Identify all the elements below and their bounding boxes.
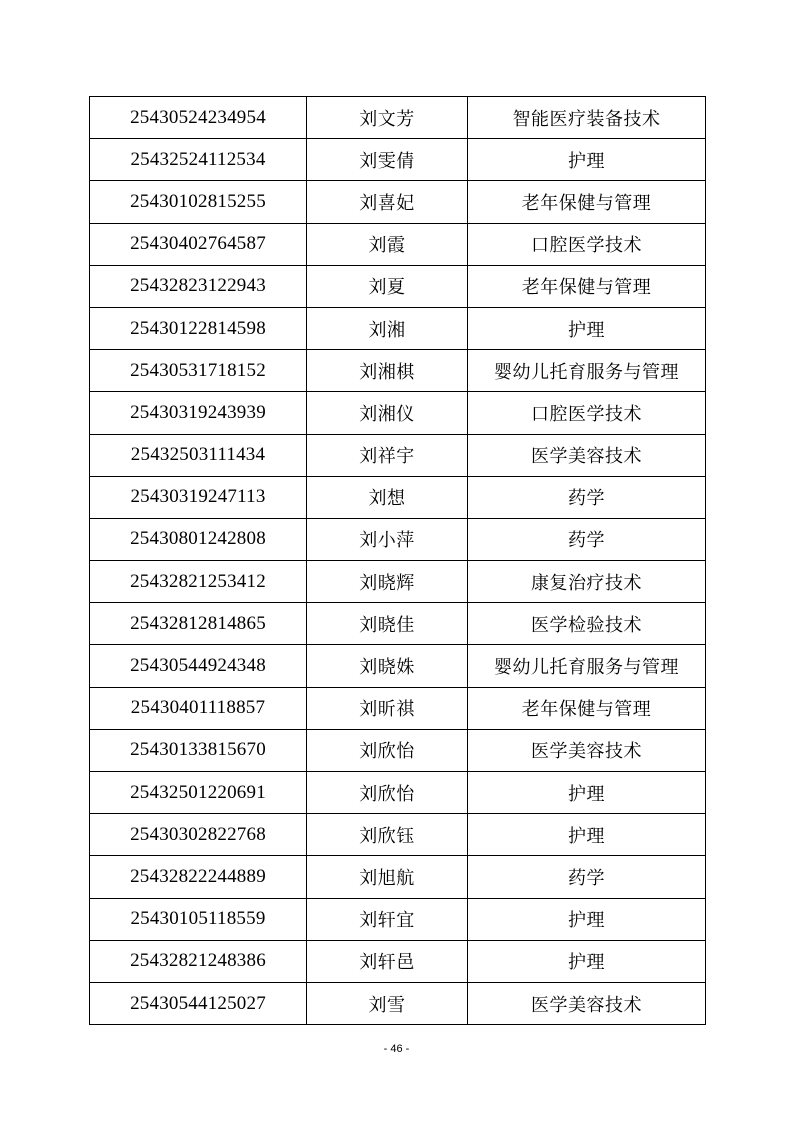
student-name-cell: 刘湘棋 (307, 350, 468, 392)
table-row (90, 476, 706, 518)
student-id-cell: 25430531718152 (90, 350, 307, 392)
student-name-cell: 刘晓佳 (307, 603, 468, 645)
table-row (90, 350, 706, 392)
table-row (90, 687, 706, 729)
student-name-cell: 刘文芳 (307, 97, 468, 139)
table-row (90, 856, 706, 898)
major-cell: 老年保健与管理 (468, 181, 706, 223)
student-name-cell: 刘小萍 (307, 518, 468, 560)
table-row (90, 434, 706, 476)
major-cell: 婴幼儿托育服务与管理 (468, 350, 706, 392)
student-id-cell: 25432524112534 (90, 139, 307, 181)
student-name-cell: 刘晓辉 (307, 561, 468, 603)
major-cell: 老年保健与管理 (468, 687, 706, 729)
major-cell: 医学美容技术 (468, 729, 706, 771)
major-cell: 康复治疗技术 (468, 561, 706, 603)
major-cell: 老年保健与管理 (468, 265, 706, 307)
student-name-cell: 刘欣怡 (307, 772, 468, 814)
student-name-cell: 刘雪 (307, 982, 468, 1024)
major-cell: 药学 (468, 518, 706, 560)
student-id-cell: 25432812814865 (90, 603, 307, 645)
student-name-cell: 刘夏 (307, 265, 468, 307)
student-id-cell: 25430402764587 (90, 223, 307, 265)
student-name-cell: 刘轩宜 (307, 898, 468, 940)
student-name-cell: 刘想 (307, 476, 468, 518)
major-cell: 护理 (468, 814, 706, 856)
table-row (90, 97, 706, 139)
major-cell: 护理 (468, 772, 706, 814)
student-id-cell: 25430133815670 (90, 729, 307, 771)
table-row (90, 307, 706, 349)
major-cell: 医学美容技术 (468, 434, 706, 476)
student-id-cell: 25432821248386 (90, 940, 307, 982)
major-cell: 护理 (468, 898, 706, 940)
table-row (90, 898, 706, 940)
student-id-cell: 25430102815255 (90, 181, 307, 223)
table-row (90, 982, 706, 1024)
table-row (90, 518, 706, 560)
student-name-cell: 刘祥宇 (307, 434, 468, 476)
student-id-cell: 25430122814598 (90, 307, 307, 349)
major-cell: 智能医疗装备技术 (468, 97, 706, 139)
student-name-cell: 刘晓姝 (307, 645, 468, 687)
major-cell: 护理 (468, 139, 706, 181)
table-row (90, 139, 706, 181)
student-id-cell: 25430319243939 (90, 392, 307, 434)
major-cell: 药学 (468, 476, 706, 518)
student-id-cell: 25430524234954 (90, 97, 307, 139)
student-name-cell: 刘昕祺 (307, 687, 468, 729)
table-row (90, 772, 706, 814)
student-id-cell: 25430105118559 (90, 898, 307, 940)
table-row (90, 223, 706, 265)
student-roster-table (89, 96, 706, 1025)
major-cell: 医学美容技术 (468, 982, 706, 1024)
major-cell: 药学 (468, 856, 706, 898)
table-row (90, 561, 706, 603)
student-name-cell: 刘喜妃 (307, 181, 468, 223)
table-row (90, 729, 706, 771)
table-row (90, 645, 706, 687)
table-row (90, 392, 706, 434)
table-row (90, 814, 706, 856)
table-row (90, 265, 706, 307)
student-id-cell: 25430544924348 (90, 645, 307, 687)
student-name-cell: 刘湘 (307, 307, 468, 349)
student-id-cell: 25432501220691 (90, 772, 307, 814)
student-id-cell: 25430544125027 (90, 982, 307, 1024)
page-number: - 46 - (383, 1043, 410, 1055)
student-id-cell: 25432821253412 (90, 561, 307, 603)
student-id-cell: 25430319247113 (90, 476, 307, 518)
student-name-cell: 刘雯倩 (307, 139, 468, 181)
table-row (90, 603, 706, 645)
student-name-cell: 刘欣钰 (307, 814, 468, 856)
student-name-cell: 刘轩邑 (307, 940, 468, 982)
student-name-cell: 刘霞 (307, 223, 468, 265)
major-cell: 口腔医学技术 (468, 223, 706, 265)
student-id-cell: 25432823122943 (90, 265, 307, 307)
major-cell: 婴幼儿托育服务与管理 (468, 645, 706, 687)
major-cell: 护理 (468, 940, 706, 982)
student-name-cell: 刘欣怡 (307, 729, 468, 771)
student-id-cell: 25430302822768 (90, 814, 307, 856)
major-cell: 医学检验技术 (468, 603, 706, 645)
roster-table-body (90, 97, 706, 1025)
major-cell: 护理 (468, 307, 706, 349)
student-id-cell: 25430401118857 (90, 687, 307, 729)
student-id-cell: 25432822244889 (90, 856, 307, 898)
student-id-cell: 25432503111434 (90, 434, 307, 476)
student-name-cell: 刘旭航 (307, 856, 468, 898)
student-id-cell: 25430801242808 (90, 518, 307, 560)
major-cell: 口腔医学技术 (468, 392, 706, 434)
table-row (90, 181, 706, 223)
table-row (90, 940, 706, 982)
student-name-cell: 刘湘仪 (307, 392, 468, 434)
